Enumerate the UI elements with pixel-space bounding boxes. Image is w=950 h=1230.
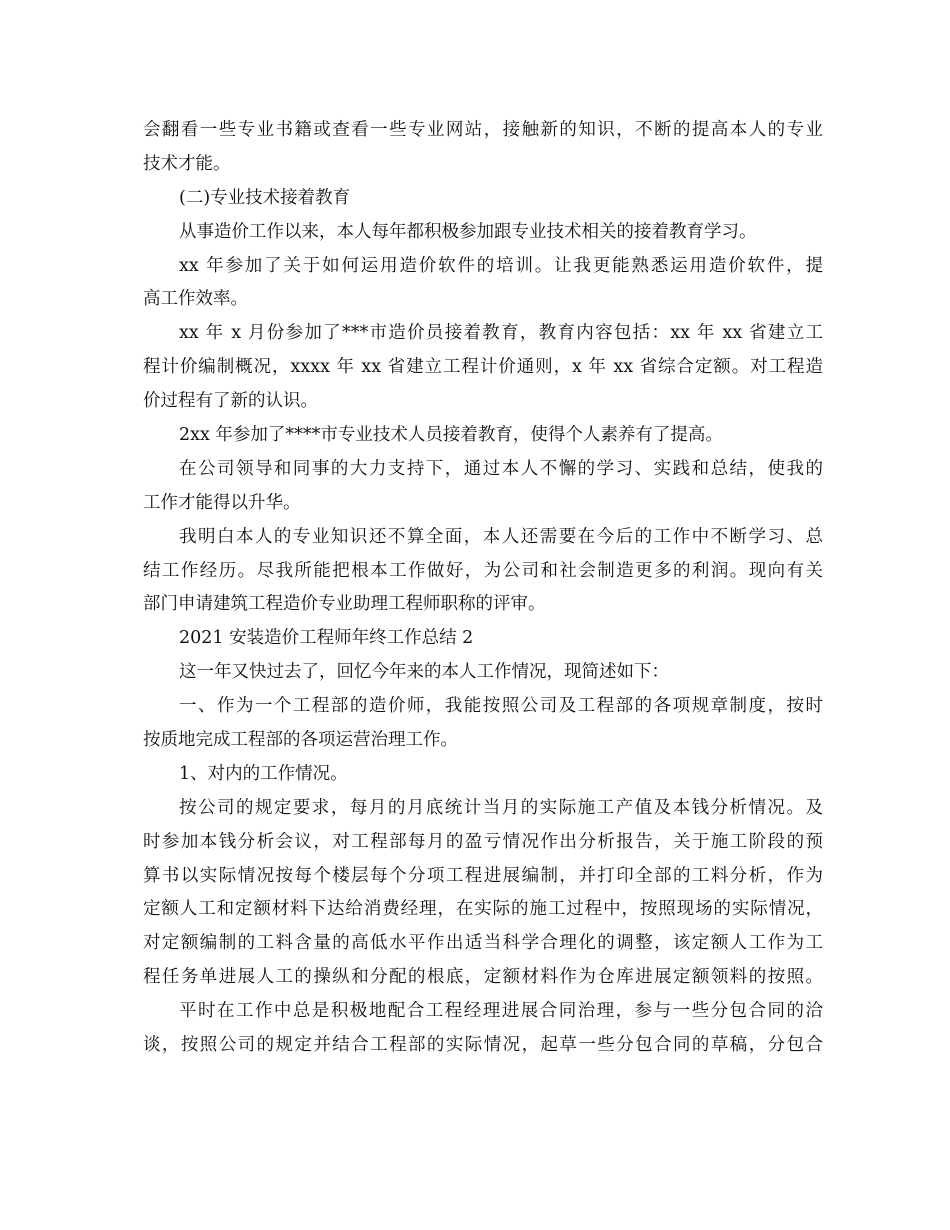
text-line: xx 年 x 月份参加了***市造价员接着教育，教育内容包括：xx 年 xx 省建立工 xyxy=(179,323,823,344)
text-line: 我明白本人的专业知识还不算全面，本人还需要在今后的工作中不断学习、总 xyxy=(179,526,823,547)
text-line: 工作才能得以升华。 xyxy=(143,492,301,513)
text-line: 按质地完成工程部的各项运营治理工作。 xyxy=(143,730,458,751)
text-line: 从事造价工作以来，本人每年都积极参加跟专业技术相关的接着教育学习。 xyxy=(179,221,757,242)
text-line: 谈，按照公司的规定并结合工程部的实际情况，起草一些分包合同的草稿，分包合 xyxy=(143,1035,823,1056)
text-line: 程计价编制概况，xxxx 年 xx 省建立工程计价通则，x 年 xx 省综合定额。对工程造 xyxy=(143,357,823,378)
text-line: 会翻看一些专业书籍或查看一些专业网站，接触新的知识，不断的提高本人的专业 xyxy=(143,120,823,140)
text-line: 2xx 年参加了****市专业技术人员接着教育，使得个人素养有了提高。 xyxy=(179,425,723,446)
text-line: 程任务单进展人工的操纵和分配的根底，定额材料作为仓库进展定额领料的按照。 xyxy=(143,967,823,988)
text-line: 时参加本钱分析会议，对工程部每月的盈亏情况作出分析报告，关于施工阶段的预 xyxy=(143,831,823,852)
text-line: 1、对内的工作情况。 xyxy=(179,763,348,784)
text-line: 2021 安装造价工程师年终工作总结 2 xyxy=(179,628,474,649)
text-line: xx 年参加了关于如何运用造价软件的培训。让我更能熟悉运用造价软件，提 xyxy=(179,255,823,276)
text-line: 这一年又快过去了，回忆今年来的本人工作情况，现简述如下： xyxy=(179,662,669,683)
text-line: (二)专业技术接着教育 xyxy=(179,187,351,208)
text-line: 高工作效率。 xyxy=(143,289,248,310)
text-line: 按公司的规定要求，每月的月底统计当月的实际施工产值及本钱分析情况。及 xyxy=(179,797,823,818)
text-line: 技术才能。 xyxy=(143,153,231,174)
text-line: 定额人工和定额材料下达给消费经理，在实际的施工过程中，按照现场的实际情况， xyxy=(143,899,823,920)
text-line: 算书以实际情况按每个楼层每个分项工程进展编制，并打印全部的工料分析，作为 xyxy=(143,865,823,886)
text-line: 在公司领导和同事的大力支持下，通过本人不懈的学习、实践和总结，使我的 xyxy=(179,458,823,479)
text-line: 部门申请建筑工程造价专业助理工程师职称的评审。 xyxy=(143,594,546,615)
text-line: 一、作为一个工程部的造价师，我能按照公司及工程部的各项规章制度，按时 xyxy=(179,696,823,717)
text-line: 价过程有了新的认识。 xyxy=(143,391,318,412)
text-line: 对定额编制的工料含量的高低水平作出适当科学合理化的调整，该定额人工作为工 xyxy=(143,933,823,954)
document-body xyxy=(143,114,823,1063)
text-line: 平时在工作中总是积极地配合工程经理进展合同治理，参与一些分包合同的洽 xyxy=(179,1001,823,1022)
text-line: 结工作经历。尽我所能把根本工作做好，为公司和社会制造更多的利润。现向有关 xyxy=(143,560,823,581)
